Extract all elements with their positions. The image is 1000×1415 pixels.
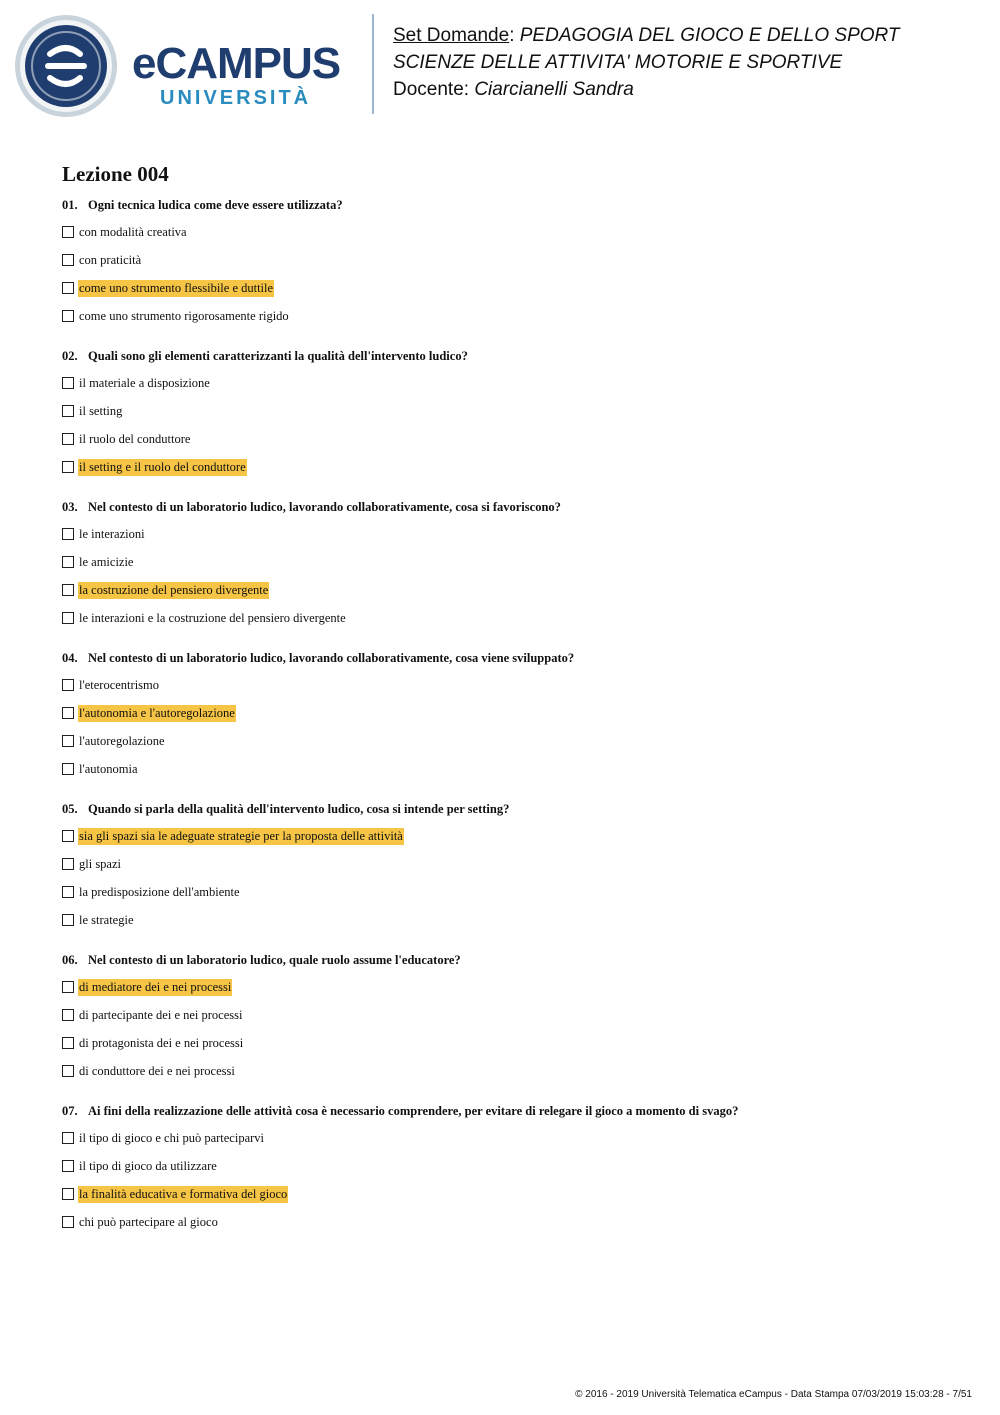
answer-option[interactable] (62, 609, 347, 627)
answer-checkbox[interactable] (62, 830, 74, 842)
question-title (62, 651, 574, 666)
answer-text: con modalità creativa (79, 224, 187, 239)
answer-option[interactable] (62, 581, 269, 599)
question-text: Nel contesto di un laboratorio ludico, lavorando collaborativamente, cosa viene sviluppato? (88, 651, 575, 665)
answer-checkbox[interactable] (62, 254, 74, 266)
page-footer: © 2016 - 2019 Università Telematica eCampus - Data Stampa 07/03/2019 15:03:28 - 7/51 (575, 1389, 972, 1400)
question-number: 02. (62, 349, 78, 363)
answer-option[interactable] (62, 223, 188, 241)
question-number: 06. (62, 953, 78, 967)
answer-text-highlighted: sia gli spazi sia le adeguate strategie per la proposta delle attività (79, 828, 403, 843)
answer-text: il setting (79, 403, 123, 418)
answer-text: l'autonomia (79, 761, 138, 776)
answer-text: di partecipante dei e nei processi (79, 1007, 243, 1022)
answer-option[interactable] (62, 732, 166, 750)
answer-option[interactable] (62, 855, 122, 873)
answer-option[interactable] (62, 525, 146, 543)
answer-checkbox[interactable] (62, 461, 74, 473)
question-text: Quando si parla della qualità dell'intervento ludico, cosa si intende per setting? (88, 802, 510, 816)
answer-option[interactable] (62, 458, 247, 476)
ecampus-logo-word: eCAMPUS (132, 39, 341, 88)
answer-option[interactable] (62, 760, 139, 778)
answer-checkbox[interactable] (62, 735, 74, 747)
answer-checkbox[interactable] (62, 1037, 74, 1049)
ecampus-logo-sub: UNIVERSITÀ (160, 87, 312, 109)
answer-checkbox[interactable] (62, 377, 74, 389)
question-title (62, 198, 343, 213)
answer-option[interactable] (62, 402, 123, 420)
answer-text-highlighted: come uno strumento flessibile e duttile (79, 280, 274, 295)
question-number: 01. (62, 198, 78, 212)
answer-text: le interazioni e la costruzione del pensiero divergente (79, 610, 346, 625)
answer-checkbox[interactable] (62, 1188, 74, 1200)
answer-option[interactable] (62, 430, 191, 448)
answer-checkbox[interactable] (62, 433, 74, 445)
page-header (0, 0, 1000, 130)
answer-text: il tipo di gioco da utilizzare (79, 1158, 217, 1173)
answer-checkbox[interactable] (62, 226, 74, 238)
answer-text: chi può partecipare al gioco (79, 1214, 218, 1229)
teacher-line (393, 76, 900, 103)
set-separator: : (509, 25, 520, 46)
answer-option[interactable] (62, 1129, 265, 1147)
answer-checkbox[interactable] (62, 763, 74, 775)
question-title (62, 1104, 738, 1119)
answer-option[interactable] (62, 676, 160, 694)
set-label: Set Domande (393, 25, 510, 46)
answer-checkbox[interactable] (62, 1065, 74, 1077)
answer-option[interactable] (62, 1157, 218, 1175)
header-divider (372, 14, 374, 114)
answer-checkbox[interactable] (62, 612, 74, 624)
answer-checkbox[interactable] (62, 528, 74, 540)
question-title (62, 802, 509, 817)
question-number: 03. (62, 500, 78, 514)
answer-checkbox[interactable] (62, 1132, 74, 1144)
ecampus-emblem-icon (14, 14, 118, 118)
answer-text: le strategie (79, 912, 134, 927)
answer-text-highlighted: la finalità educativa e formativa del gioco (79, 1186, 288, 1201)
answer-option[interactable] (62, 553, 134, 571)
answer-option[interactable] (62, 978, 232, 996)
course-degree: SCIENZE DELLE ATTIVITA' MOTORIE E SPORTIVE (393, 52, 843, 73)
teacher-label: Docente: (393, 79, 475, 100)
question-number: 07. (62, 1104, 78, 1118)
answer-checkbox[interactable] (62, 310, 74, 322)
question-number: 05. (62, 802, 78, 816)
answer-text: il tipo di gioco e chi può parteciparvi (79, 1130, 265, 1145)
answer-checkbox[interactable] (62, 556, 74, 568)
question-text: Nel contesto di un laboratorio ludico, quale ruolo assume l'educatore? (88, 953, 461, 967)
answer-text: il materiale a disposizione (79, 375, 210, 390)
answer-checkbox[interactable] (62, 707, 74, 719)
answer-checkbox[interactable] (62, 914, 74, 926)
answer-option[interactable] (62, 1006, 243, 1024)
lesson-title: Lezione 004 (62, 162, 169, 186)
answer-option[interactable] (62, 827, 404, 845)
answer-text: gli spazi (79, 856, 122, 871)
course-line-2 (393, 49, 900, 76)
question-title (62, 953, 461, 968)
answer-text: l'autoregolazione (79, 733, 165, 748)
course-line-1 (393, 22, 900, 49)
answer-text: l'eterocentrismo (79, 677, 159, 692)
answer-option[interactable] (62, 1062, 236, 1080)
answer-text-highlighted: l'autonomia e l'autoregolazione (79, 705, 235, 720)
answer-text-highlighted: di mediatore dei e nei processi (79, 979, 232, 994)
question-title (62, 500, 561, 515)
answer-checkbox[interactable] (62, 886, 74, 898)
answer-text: il ruolo del conduttore (79, 431, 191, 446)
question-text: Ai fini della realizzazione delle attività cosa è necessario comprendere, per evitare di relegare il gioco a momento di svago? (88, 1104, 739, 1118)
answer-option[interactable] (62, 704, 236, 722)
teacher-name: Ciarcianelli Sandra (474, 79, 634, 100)
answer-checkbox[interactable] (62, 584, 74, 596)
question-text: Ogni tecnica ludica come deve essere utilizzata? (88, 198, 343, 212)
course-name: PEDAGOGIA DEL GIOCO E DELLO SPORT (519, 25, 900, 46)
question-number: 04. (62, 651, 78, 665)
question-text: Quali sono gli elementi caratterizzanti la qualità dell'intervento ludico? (88, 349, 468, 363)
answer-checkbox[interactable] (62, 1160, 74, 1172)
answer-checkbox[interactable] (62, 282, 74, 294)
answer-option[interactable] (62, 307, 290, 325)
answer-option[interactable] (62, 279, 274, 297)
answer-option[interactable] (62, 883, 241, 901)
answer-text: come uno strumento rigorosamente rigido (79, 308, 289, 323)
answer-checkbox[interactable] (62, 858, 74, 870)
answer-checkbox[interactable] (62, 405, 74, 417)
answer-option[interactable] (62, 911, 135, 929)
answer-text: le amicizie (79, 554, 134, 569)
question-title (62, 349, 468, 364)
answer-checkbox[interactable] (62, 981, 74, 993)
answer-checkbox[interactable] (62, 1009, 74, 1021)
answer-text: la predisposizione dell'ambiente (79, 884, 240, 899)
question-text: Nel contesto di un laboratorio ludico, lavorando collaborativamente, cosa si favoriscono? (88, 500, 561, 514)
answer-option[interactable] (62, 251, 142, 269)
course-info (393, 22, 900, 103)
answer-option[interactable] (62, 1034, 244, 1052)
answer-option[interactable] (62, 1213, 219, 1231)
answer-text: di conduttore dei e nei processi (79, 1063, 235, 1078)
answer-checkbox[interactable] (62, 1216, 74, 1228)
answer-text: di protagonista dei e nei processi (79, 1035, 244, 1050)
answer-text: con praticità (79, 252, 142, 267)
answer-option[interactable] (62, 374, 211, 392)
answer-option[interactable] (62, 1185, 288, 1203)
answer-text-highlighted: il setting e il ruolo del conduttore (79, 459, 246, 474)
answer-checkbox[interactable] (62, 679, 74, 691)
answer-text: le interazioni (79, 526, 145, 541)
answer-text-highlighted: la costruzione del pensiero divergente (79, 582, 269, 597)
